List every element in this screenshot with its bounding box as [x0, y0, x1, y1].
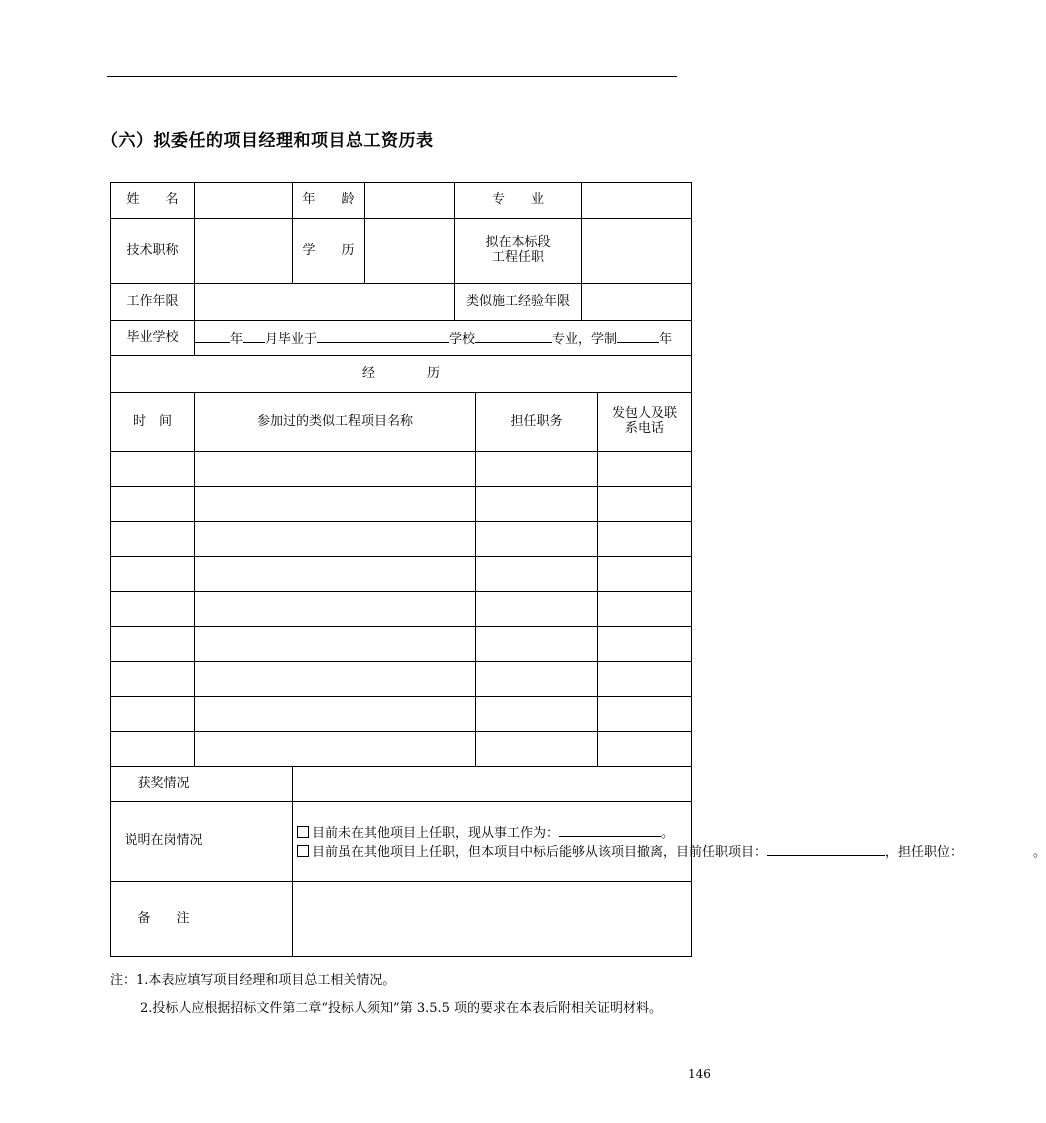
experience-column-headers: [111, 393, 692, 452]
table-row: [111, 557, 692, 592]
row-experience-header: [111, 356, 692, 393]
major-label: 专 业: [455, 183, 582, 219]
education-field[interactable]: [365, 219, 455, 284]
employer-contact-header: 发包人及联 系电话: [598, 393, 692, 452]
time-cell[interactable]: [111, 452, 195, 487]
project-name-cell[interactable]: [195, 452, 476, 487]
project-name-cell[interactable]: [195, 662, 476, 697]
status-options: [293, 802, 1046, 882]
table-row: [111, 662, 692, 697]
position-cell[interactable]: [476, 732, 598, 767]
status-option-1-checkbox[interactable]: [297, 826, 309, 838]
employer-contact-cell[interactable]: [598, 592, 692, 627]
employer-contact-cell[interactable]: [598, 452, 692, 487]
current-work-blank[interactable]: [559, 823, 661, 837]
awards-field[interactable]: [293, 767, 692, 802]
education-label: 学 历: [293, 219, 365, 284]
status-option-1: 目前未在其他项目上任职，现从事工作为： 。: [297, 823, 687, 842]
work-years-label: 工作年限: [111, 284, 195, 321]
similar-experience-label: 类似施工经验年限: [455, 284, 582, 321]
table-row: [111, 627, 692, 662]
row-name: [111, 183, 692, 219]
age-label: 年 龄: [293, 183, 365, 219]
employer-contact-cell[interactable]: [598, 732, 692, 767]
table-row: [111, 487, 692, 522]
time-cell[interactable]: [111, 662, 195, 697]
proposed-position-field[interactable]: [582, 219, 692, 284]
employer-contact-cell[interactable]: [598, 627, 692, 662]
similar-experience-field[interactable]: [582, 284, 692, 321]
note-2: 2.投标人应根据招标文件第二章“投标人须知”第 3.5.5 项的要求在本表后附相关证明材料。: [140, 1001, 663, 1016]
major-name-blank[interactable]: [475, 329, 552, 343]
project-name-cell[interactable]: [195, 732, 476, 767]
name-field[interactable]: [195, 183, 293, 219]
header-rule: [107, 76, 677, 77]
row-remarks: [111, 882, 692, 957]
awards-label: 获奖情况: [111, 767, 293, 802]
resume-form-table: [110, 182, 1046, 957]
remarks-label: 备 注: [111, 882, 293, 957]
position-cell[interactable]: [476, 522, 598, 557]
status-label: 说明在岗情况: [111, 802, 293, 882]
row-tech-title: [111, 219, 692, 284]
position-cell[interactable]: [476, 592, 598, 627]
current-project-blank[interactable]: [767, 842, 885, 856]
position-cell[interactable]: [476, 697, 598, 732]
row-status: [111, 802, 692, 882]
table-row: [111, 732, 692, 767]
row-awards: [111, 767, 692, 802]
time-cell[interactable]: [111, 522, 195, 557]
project-name-cell[interactable]: [195, 487, 476, 522]
grad-year-blank[interactable]: [195, 329, 230, 343]
project-name-cell[interactable]: [195, 557, 476, 592]
time-cell[interactable]: [111, 732, 195, 767]
project-name-cell[interactable]: [195, 522, 476, 557]
major-field[interactable]: [582, 183, 692, 219]
proposed-position-label: [455, 219, 582, 284]
position-cell[interactable]: [476, 627, 598, 662]
employer-contact-cell[interactable]: [598, 557, 692, 592]
table-row: [111, 592, 692, 627]
position-cell[interactable]: [476, 557, 598, 592]
age-field[interactable]: [365, 183, 455, 219]
time-cell[interactable]: [111, 697, 195, 732]
school-label: 毕业学校: [111, 321, 195, 356]
table-row: [111, 697, 692, 732]
experience-header: 经 历: [111, 356, 692, 393]
table-row: [111, 522, 692, 557]
position-cell[interactable]: [476, 487, 598, 522]
tech-title-label: 技术职称: [111, 219, 195, 284]
position-cell[interactable]: [476, 662, 598, 697]
table-row: [111, 452, 692, 487]
page-title: （六）拟委任的项目经理和项目总工资历表: [101, 131, 434, 151]
work-years-field[interactable]: [195, 284, 455, 321]
project-name-cell[interactable]: [195, 592, 476, 627]
time-header: 时 间: [111, 393, 195, 452]
employer-contact-cell[interactable]: [598, 662, 692, 697]
row-school: [111, 321, 692, 356]
employer-contact-cell[interactable]: [598, 487, 692, 522]
position-header: 担任职务: [476, 393, 598, 452]
name-label: 姓 名: [111, 183, 195, 219]
school-name-blank[interactable]: [317, 329, 449, 343]
position-cell[interactable]: [476, 452, 598, 487]
proposed-position-line2: 工程任职: [492, 250, 545, 265]
grad-month-blank[interactable]: [243, 329, 265, 343]
employer-contact-cell[interactable]: [598, 522, 692, 557]
study-years-blank[interactable]: [617, 329, 659, 343]
project-name-header: 参加过的类似工程项目名称: [195, 393, 476, 452]
page-number: 146: [688, 1067, 711, 1081]
status-option-2-checkbox[interactable]: [297, 845, 309, 857]
proposed-position-line1: 拟在本标段: [485, 235, 551, 251]
time-cell[interactable]: [111, 592, 195, 627]
note-1: 注：1.本表应填写项目经理和项目总工相关情况。: [110, 973, 396, 988]
status-option-2: 目前虽在其他项目上任职，但本项目中标后能够从该项目撤离，目前任职项目： ，担任职位： 。: [297, 842, 687, 861]
notes: [110, 967, 662, 1023]
time-cell[interactable]: [111, 487, 195, 522]
remarks-field[interactable]: [293, 882, 692, 957]
time-cell[interactable]: [111, 627, 195, 662]
project-name-cell[interactable]: [195, 627, 476, 662]
tech-title-field[interactable]: [195, 219, 293, 284]
project-name-cell[interactable]: [195, 697, 476, 732]
row-work-years: [111, 284, 692, 321]
time-cell[interactable]: [111, 557, 195, 592]
employer-contact-cell[interactable]: [598, 697, 692, 732]
school-line: 年 月毕业于 学校 专业，学制 年: [195, 321, 692, 356]
